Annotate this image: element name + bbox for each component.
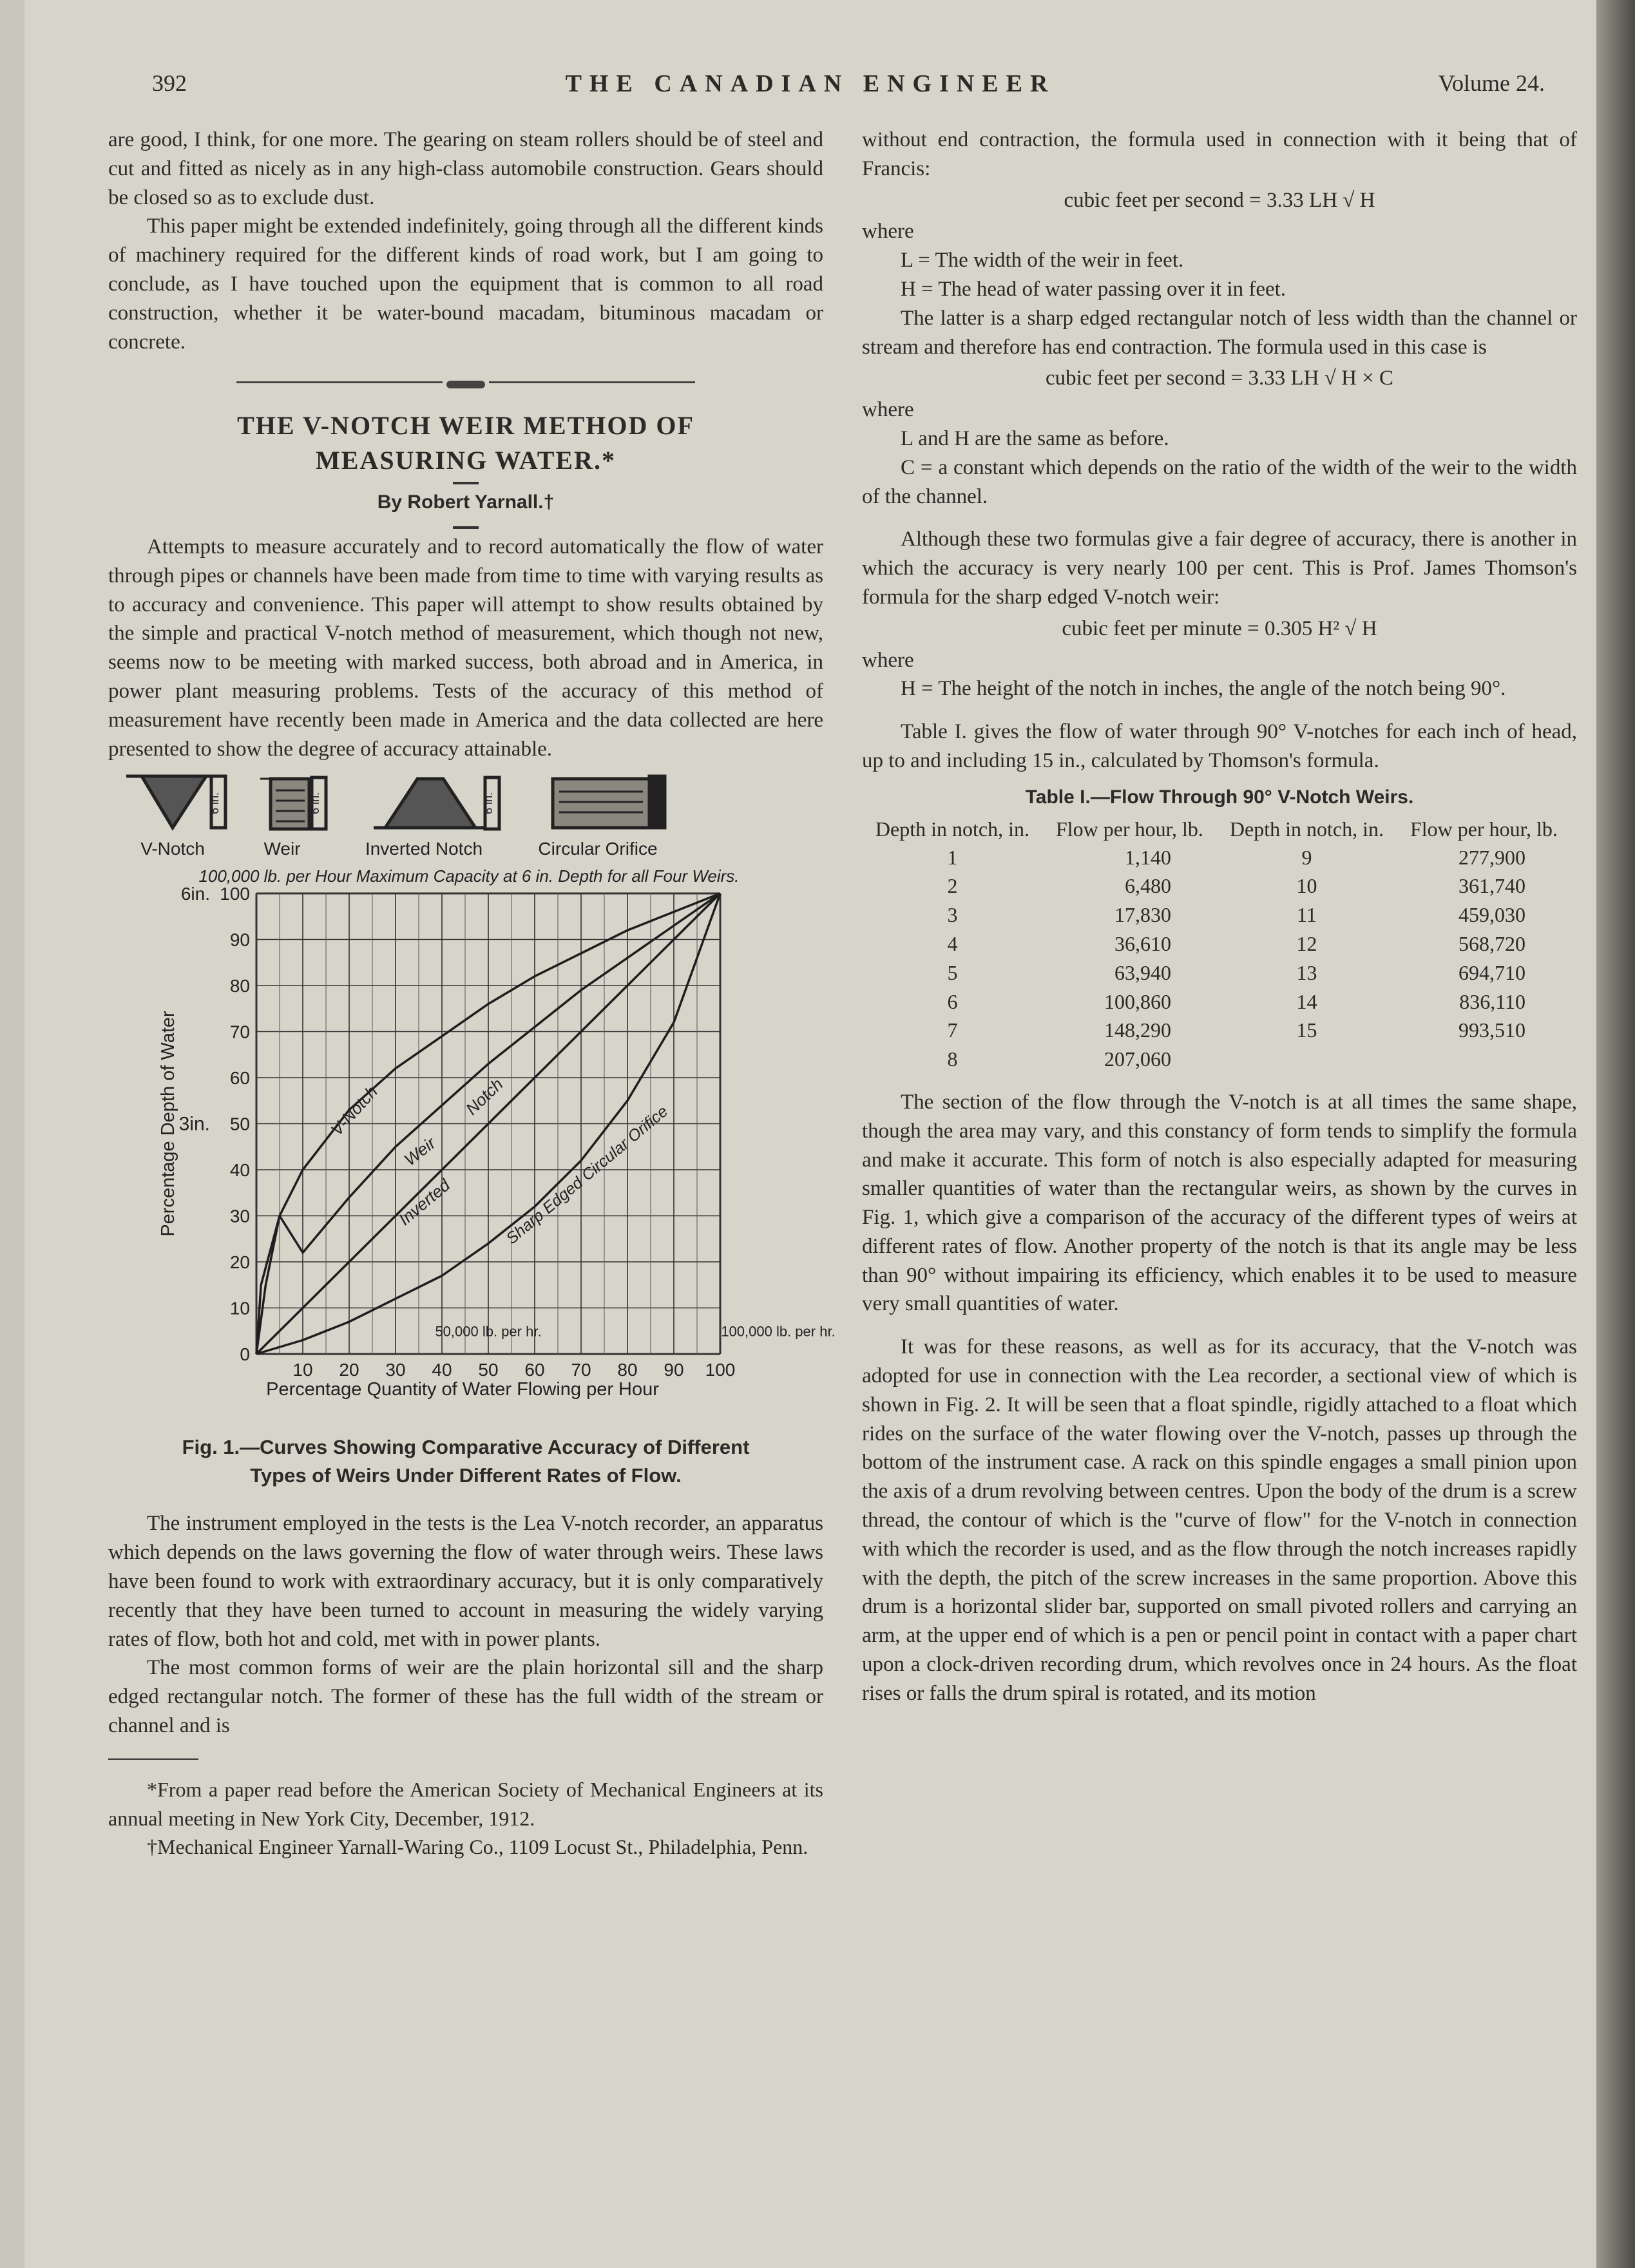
table-cell: 568,720 — [1458, 931, 1525, 955]
annotation-50k: 50,000 lb. per hr. — [435, 1323, 542, 1340]
table-row — [862, 1045, 1571, 1074]
y-depth-label: 3in. — [178, 1113, 210, 1135]
table-row — [862, 872, 1571, 901]
paragraph: The latter is a sharp edged rectangular notch of less width than the channel or stream and therefore has end contraction. The formula used in this case is — [862, 306, 1577, 359]
table-cell: 15 — [1296, 1018, 1317, 1042]
figure-caption-line: Fig. 1.—Curves Showing Comparative Accuracy of Different — [182, 1436, 750, 1459]
y-tick-label: 60 — [229, 1068, 250, 1089]
binding-shadow — [1596, 0, 1635, 2268]
footnote-rule — [108, 1758, 198, 1760]
x-tick-label: 50 — [478, 1360, 499, 1380]
gauge-depth-label: 6 in. — [309, 792, 321, 815]
table-cell: 11 — [1297, 903, 1317, 927]
curve-label: Notch — [461, 1074, 507, 1120]
weir-type-label: V-Notch — [140, 839, 205, 859]
byline: By Robert Yarnall.† — [377, 491, 555, 513]
footnote: †Mechanical Engineer Yarnall-Waring Co., 1109 Locust St., Philadelphia, Penn. — [147, 1835, 808, 1859]
right-column — [862, 126, 1577, 1708]
table-cell: 148,290 — [1104, 1018, 1171, 1042]
table-cell: 14 — [1296, 989, 1317, 1013]
where-label: where — [862, 398, 914, 422]
table-cell: 6,480 — [1124, 874, 1171, 898]
table-cell: 100,860 — [1104, 989, 1171, 1013]
definition: L = The width of the weir in feet. — [901, 249, 1184, 272]
table-cell: 8 — [947, 1047, 958, 1071]
y-tick-label: 50 — [229, 1114, 250, 1134]
curve-label: V-Notch — [327, 1082, 381, 1140]
volume-label: Volume 24. — [1438, 70, 1545, 96]
table-cell: 12 — [1296, 931, 1317, 955]
x-tick-label: 10 — [292, 1360, 313, 1380]
weir-type-label: Inverted Notch — [365, 839, 483, 859]
paragraph: Although these two formulas give a fair degree of accuracy, there is another in which the accuracy is very nearly 100 per cent. This is Prof. James Thomson's formula for the sharp edged V-notch weir: — [862, 528, 1577, 609]
paragraph: Attempts to measure accurately and to record automatically the flow of water through pipes or channels have been made from time to time with varying results as to accuracy and convenience. This paper will attempt to show results obtained by the simple and practical V-notch method of measurement, which though not new, seems now to be meeting with marked success, both abroad and in America, in power plant measuring problems. Tests of the accuracy of this method of measurement have recently been made in America and the data collected are here presented to show the degree of accuracy attainable. — [108, 535, 823, 761]
short-rule — [453, 482, 479, 484]
paragraph: This paper might be extended indefinitely, going through all the different kinds of machinery required for the different kinds of road work, but I am going to conclude, as I have touched upon the equipment that is common to all road construction, whether it be water-bound macadam, bituminous macadam or concrete. — [108, 214, 823, 354]
figure-caption — [108, 1433, 823, 1490]
figure-subtitle: 100,000 lb. per Hour Maximum Capacity at 6 in. Depth for all Four Weirs. — [198, 866, 740, 886]
x-tick-label: 20 — [339, 1360, 359, 1380]
table-header-cell: Flow per hour, lb. — [1410, 817, 1558, 841]
ornament-divider — [108, 368, 823, 397]
table-cell: 4 — [947, 931, 958, 955]
table-cell: 1 — [947, 845, 958, 869]
gauge-depth-label: 6 in. — [482, 792, 495, 815]
annotation-100k: 100,000 lb. per hr. — [721, 1323, 836, 1340]
short-rule — [453, 526, 479, 529]
table-cell: 1,140 — [1124, 845, 1171, 869]
table-cell: 361,740 — [1458, 874, 1525, 898]
figure-1 — [108, 771, 836, 1428]
footnote: *From a paper read before the American Society of Mechanical Engineers at its annual meeting in New York City, December, 1912. — [108, 1777, 823, 1830]
x-tick-label: 60 — [524, 1360, 545, 1380]
gauge-depth-label: 6 in. — [208, 792, 221, 815]
definition: L and H are the same as before. — [901, 426, 1169, 450]
table-cell: 459,030 — [1458, 903, 1525, 927]
x-tick-label: 70 — [571, 1360, 591, 1380]
paragraph: It was for these reasons, as well as for its accuracy, that the V-notch was adopted for use in connection with the Lea recorder, a sectional view of which is shown in Fig. 2. It will be seen that a float spindle, rigidly attached to a float which rides on the surface of the water flowing over the V-notch, passes up through the bottom of the instrument case. A rack on this spindle engages a small pinion upon the axis of a drum revolving between centres. Upon the body of the drum is a screw thread, the contour of which is the "curve of flow" for the V-notch in connection with which the recorder is used, and as the flow through the notch increases rapidly with the depth, the pitch of the screw increases in the same proportion. Above this drum is a horizontal slider bar, supported on small pivoted rollers and carrying an arm, at the upper end of which is a pen or pencil point in contact with a paper chart upon a clock-driven recording drum, which revolves once in 24 hours. As the float rises or falls the drum spiral is rotated, and its motion — [862, 1335, 1577, 1705]
article-title-line: THE V-NOTCH WEIR METHOD OF — [237, 411, 694, 441]
inverted-notch-icon — [374, 777, 499, 829]
table-row — [862, 929, 1571, 958]
x-axis-label: Percentage Quantity of Water Flowing per Hour — [266, 1379, 659, 1400]
table-row — [862, 843, 1571, 872]
table-cell: 277,900 — [1458, 845, 1525, 869]
weir-type-label: Circular Orifice — [538, 839, 658, 859]
weir-type-label: Weir — [263, 839, 301, 859]
formula-thomson: cubic feet per minute = 0.305 H² √ H — [1062, 616, 1377, 640]
paragraph: Table I. gives the flow of water through 90° V-notches for each inch of head, up to and including 15 in., calculated by Thomson's formula. — [862, 720, 1577, 772]
weir-chart — [108, 771, 836, 1428]
formula-contraction: cubic feet per second = 3.33 LH √ H × C — [1045, 367, 1394, 390]
definition: H = The height of the notch in inches, the angle of the notch being 90°. — [901, 677, 1506, 701]
table-cell: 993,510 — [1458, 1018, 1525, 1042]
y-depth-label: 6in. — [180, 884, 210, 904]
table-title: Table I.—Flow Through 90° V-Notch Weirs. — [1025, 786, 1414, 808]
table-row — [862, 987, 1571, 1016]
weir-icons — [126, 776, 665, 829]
table-cell: 5 — [947, 960, 958, 984]
y-tick-label: 40 — [229, 1160, 250, 1181]
curve-label: Sharp Edged Circular Orifice — [502, 1102, 672, 1248]
y-tick-label: 30 — [229, 1206, 250, 1226]
page-number: 392 — [152, 70, 187, 96]
paragraph: The section of the flow through the V-notch is at all times the same shape, though the area may vary, and this constancy of form tends to simplify the formula and make it accurate. This form of notch is also especially adapted for measuring smaller quantities of water than the rectangular weirs, as shown by the curves in Fig. 1, which give a comparison of the accuracy of the different types of weirs at different rates of flow. Another property of the notch is that its angle may be less than 90° without impairing its efficiency, which enables it to be used to measure very small quantities of water. — [862, 1090, 1577, 1316]
gauge-depth-label: 6 in. — [647, 792, 660, 815]
paragraph: without end contraction, the formula used in connection with it being that of Francis: — [862, 128, 1577, 180]
weir-type-labels — [140, 839, 657, 859]
table-cell: 13 — [1296, 960, 1317, 984]
where-label: where — [862, 648, 914, 672]
table-cell: 9 — [1301, 845, 1312, 869]
table-cell: 2 — [947, 874, 958, 898]
table-header-row — [862, 815, 1571, 843]
y-tick-label: 70 — [229, 1022, 250, 1042]
paragraph: The instrument employed in the tests is the Lea V-notch recorder, an apparatus which depends on the laws governing the flow of water through weirs. These laws have been found to work with extraordinary accuracy, but it is only comparatively recently that they have been turned to account in measuring the widely varying rates of flow, both hot and cold, met with in power plants. — [108, 1512, 823, 1651]
x-tick-label: 90 — [664, 1360, 684, 1380]
y-tick-label: 20 — [229, 1252, 250, 1273]
journal-page — [24, 0, 1596, 2268]
x-tick-label: 100 — [705, 1360, 736, 1380]
table-cell: 10 — [1296, 874, 1317, 898]
where-label: where — [862, 220, 914, 243]
plot-area — [158, 884, 836, 1400]
y-tick-label: 10 — [229, 1298, 250, 1319]
definition: C = a constant which depends on the ratio of the width of the weir to the width of the channel. — [862, 455, 1577, 508]
y-tick-label: 100 — [220, 884, 250, 904]
table-cell: 694,710 — [1458, 960, 1525, 984]
table-cell — [1397, 1045, 1571, 1074]
journal-title: THE CANADIAN ENGINEER — [565, 70, 1056, 97]
x-tick-label: 30 — [385, 1360, 406, 1380]
table-cell — [1216, 1045, 1397, 1074]
table-row — [862, 1016, 1571, 1045]
table-cell: 36,610 — [1114, 931, 1171, 955]
y-axis-label: Percentage Depth of Water — [158, 1011, 178, 1237]
paragraph: The most common forms of weir are the plain horizontal sill and the sharp edged rectangular notch. The former of these has the full width of the stream or channel and is — [108, 1656, 823, 1737]
x-tick-label: 80 — [617, 1360, 638, 1380]
table-cell: 63,940 — [1114, 960, 1171, 984]
table-row — [862, 901, 1571, 929]
left-column — [108, 126, 836, 1862]
flow-table — [862, 815, 1571, 1074]
table-cell: 17,830 — [1114, 903, 1171, 927]
table-row — [862, 958, 1571, 987]
y-tick-label: 80 — [229, 976, 250, 996]
y-tick-label: 0 — [240, 1344, 250, 1365]
article-title — [108, 408, 823, 478]
table-body — [862, 843, 1571, 1074]
table-cell: 6 — [947, 989, 958, 1013]
paragraph: are good, I think, for one more. The gearing on steam rollers should be of steel and cut and fitted as nicely as in any high-class automobile construction. Gears should be closed so as to exclude dust. — [108, 128, 823, 209]
table-cell: 207,060 — [1104, 1047, 1171, 1071]
curve-label: Weir — [400, 1133, 439, 1170]
definition: H = The head of water passing over it in feet. — [901, 277, 1286, 301]
table-cell: 3 — [947, 903, 958, 927]
table-cell: 7 — [947, 1018, 958, 1042]
table-header-cell: Depth in notch, in. — [1229, 817, 1384, 841]
table-header-cell: Flow per hour, lb. — [1055, 817, 1203, 841]
article-title-line: MEASURING WATER.* — [316, 446, 616, 475]
x-tick-label: 40 — [432, 1360, 452, 1380]
formula-francis: cubic feet per second = 3.33 LH √ H — [1064, 188, 1375, 212]
curve-label: Inverted — [394, 1175, 454, 1230]
table-cell: 836,110 — [1459, 989, 1525, 1013]
figure-caption-line: Types of Weirs Under Different Rates of Flow. — [250, 1464, 682, 1487]
table-header-cell: Depth in notch, in. — [875, 817, 1029, 841]
y-tick-label: 90 — [229, 929, 250, 950]
